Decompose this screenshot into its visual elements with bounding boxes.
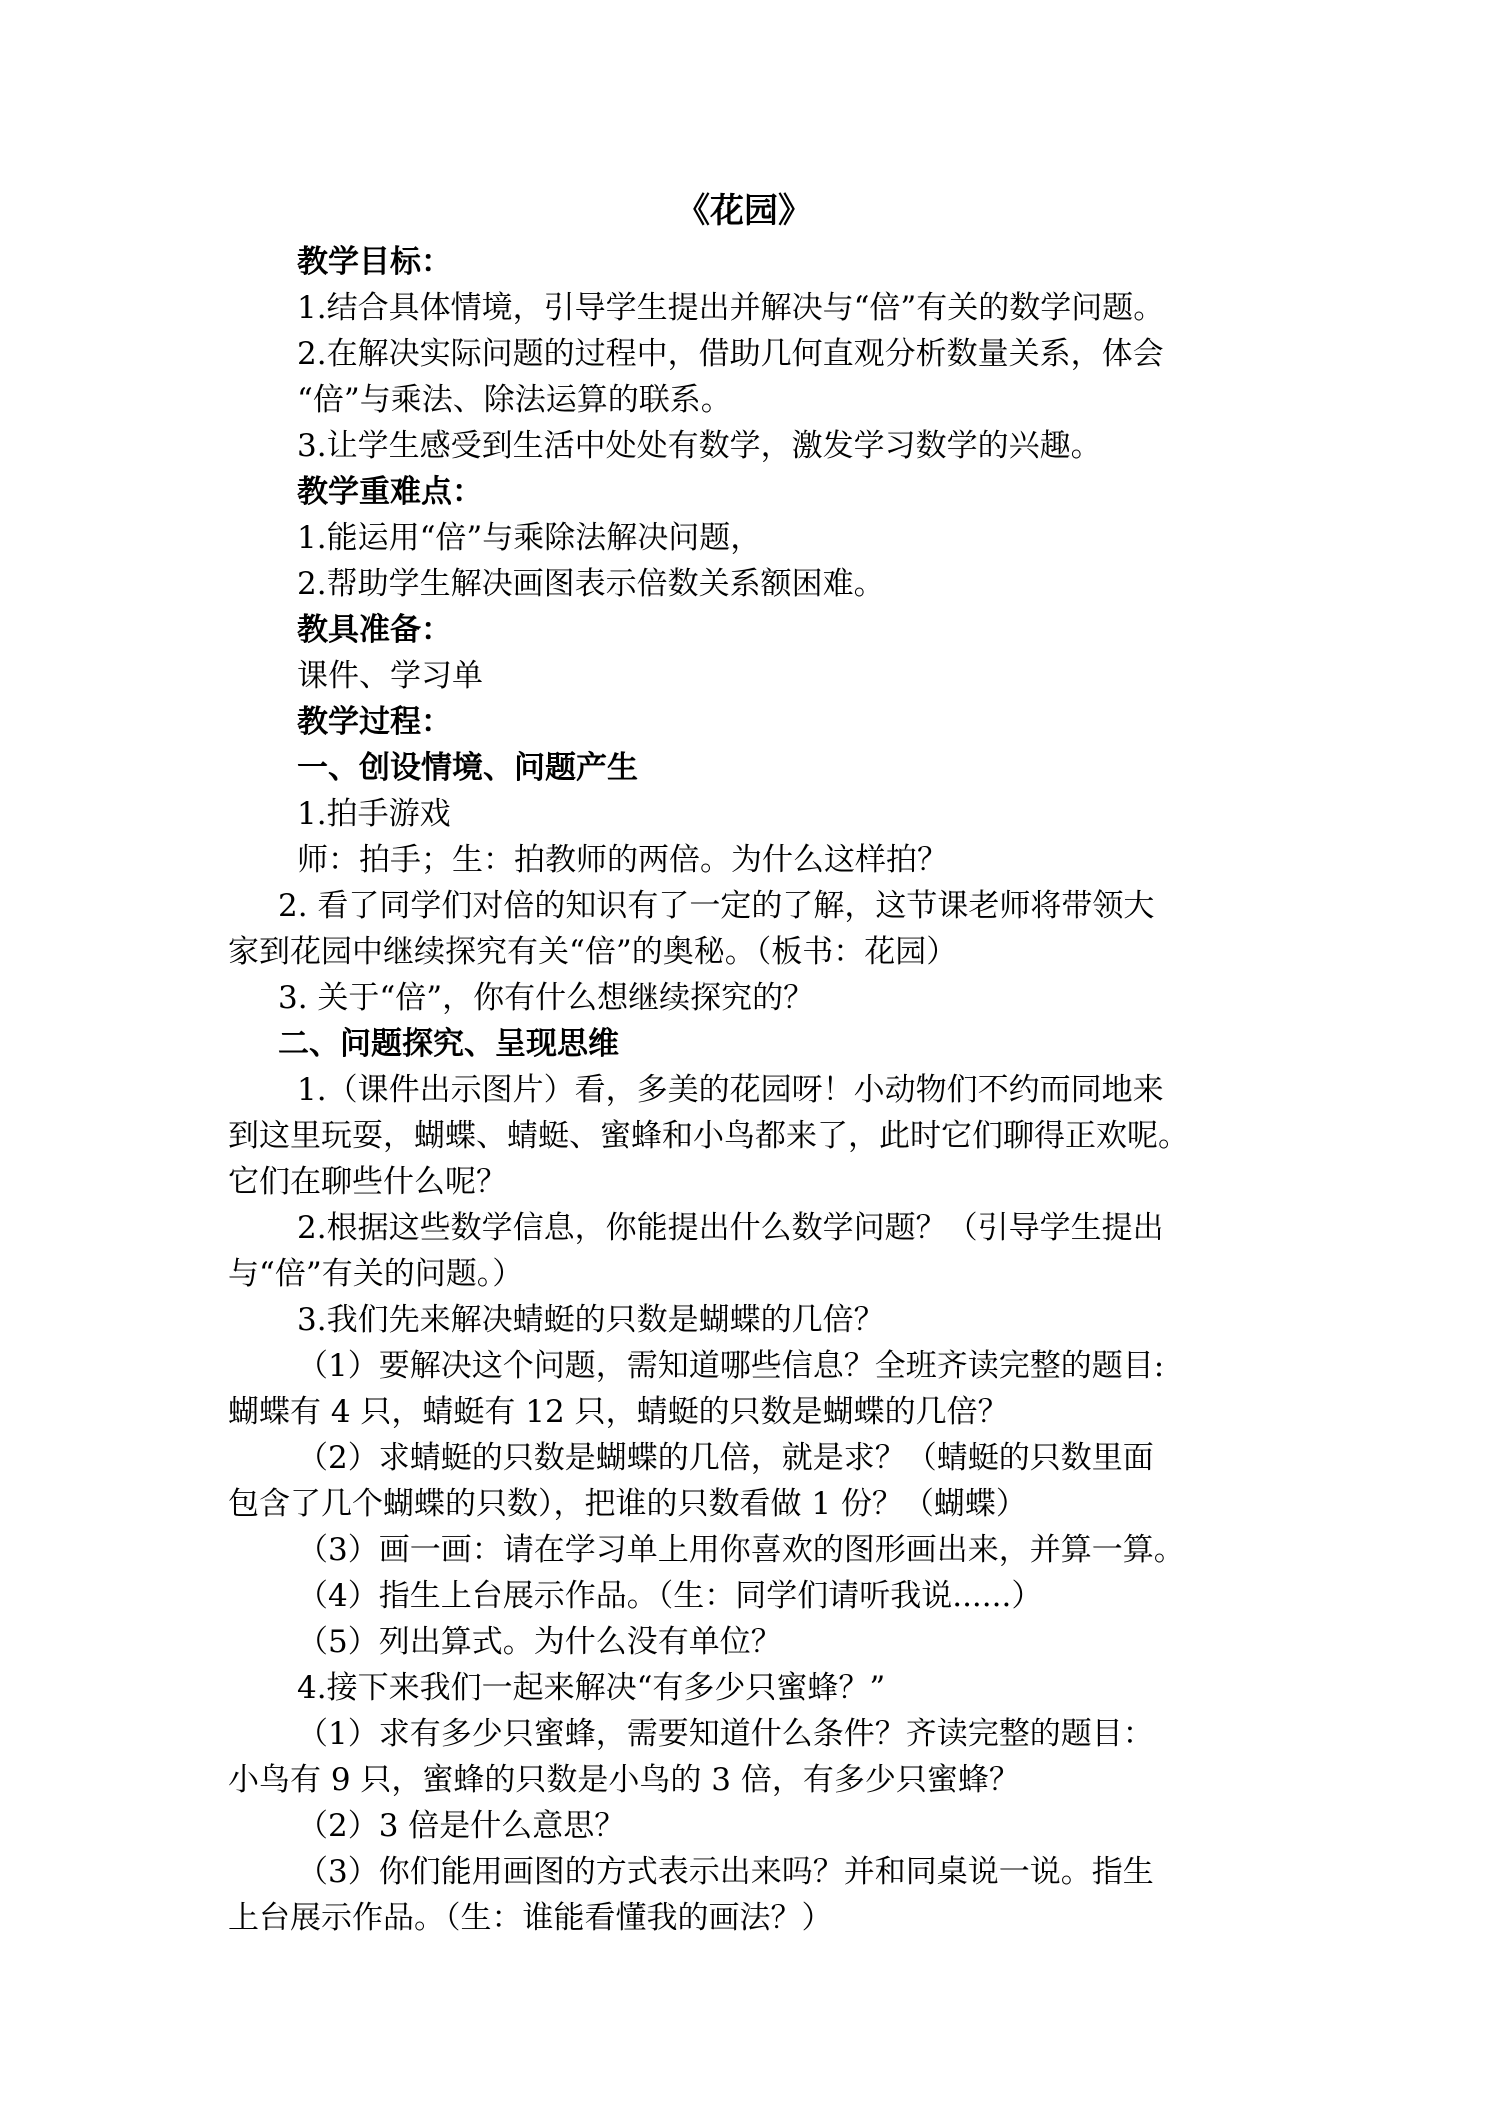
s2-item-3-2-line-2: 包含了几个蝴蝶的只数），把谁的只数看做 1 份？（蝴蝶） xyxy=(228,1486,1027,1522)
s2-item-1-line-3: 它们在聊些什么呢？ xyxy=(228,1164,507,1200)
keypoints-heading: 教学重难点： xyxy=(297,474,483,510)
tools-text: 课件、学习单 xyxy=(297,658,483,694)
s2-item-4-3-line-2: 上台展示作品。（生：谁能看懂我的画法？） xyxy=(228,1900,833,1936)
s1-item-3: 3. 关于“倍”，你有什么想继续探究的？ xyxy=(278,980,815,1016)
s2-item-4-1-line-1: （1）求有多少只蜜蜂，需要知道什么条件？齐读完整的题目： xyxy=(297,1716,1154,1752)
keypoint-1: 1.能运用“倍”与乘除法解决问题， xyxy=(297,520,762,556)
s2-item-3-3: （3）画一画：请在学习单上用你喜欢的图形画出来，并算一算。 xyxy=(297,1532,1185,1568)
s2-item-3: 3.我们先来解决蜻蜓的只数是蝴蝶的几倍？ xyxy=(297,1302,885,1338)
objective-2-line-1: 2.在解决实际问题的过程中，借助几何直观分析数量关系，体会 xyxy=(297,336,1164,372)
s2-item-4-1-line-2: 小鸟有 9 只，蜜蜂的只数是小鸟的 3 倍，有多少只蜜蜂？ xyxy=(228,1762,1020,1798)
objective-2-line-2: “倍”与乘法、除法运算的联系。 xyxy=(297,382,732,418)
objectives-heading: 教学目标： xyxy=(297,244,452,280)
s1-item-1-detail: 师：拍手；生：拍教师的两倍。为什么这样拍？ xyxy=(297,842,948,878)
s2-item-3-1-line-1: （1）要解决这个问题，需知道哪些信息？全班齐读完整的题目: xyxy=(297,1348,1165,1384)
s1-item-1: 1.拍手游戏 xyxy=(297,796,451,832)
tools-heading: 教具准备： xyxy=(297,612,452,648)
s1-item-2-line-2: 家到花园中继续探究有关“倍”的奥秘。（板书：花园） xyxy=(228,934,958,970)
s2-item-1-line-2: 到这里玩耍，蝴蝶、蜻蜓、蜜蜂和小鸟都来了，此时它们聊得正欢呢。 xyxy=(228,1118,1189,1154)
s2-item-4-2: （2）3 倍是什么意思？ xyxy=(297,1808,626,1844)
s2-item-4-3-line-1: （3）你们能用画图的方式表示出来吗？并和同桌说一说。指生 xyxy=(297,1854,1154,1890)
section-1-heading: 一、创设情境、问题产生 xyxy=(297,750,638,786)
s2-item-1-line-1: 1.（课件出示图片）看，多美的花园呀！小动物们不约而同地来 xyxy=(297,1072,1164,1108)
s1-item-2-line-1: 2. 看了同学们对倍的知识有了一定的了解，这节课老师将带领大 xyxy=(278,888,1155,924)
s2-item-3-5: （5）列出算式。为什么没有单位？ xyxy=(297,1624,782,1660)
s2-item-4: 4.接下来我们一起来解决“有多少只蜜蜂？” xyxy=(297,1670,886,1706)
s2-item-2-line-2: 与“倍”有关的问题。） xyxy=(228,1256,524,1292)
keypoint-2: 2.帮助学生解决画图表示倍数关系额困难。 xyxy=(297,566,885,602)
document-title: 《花园》 xyxy=(676,191,812,231)
s2-item-3-4: （4）指生上台展示作品。（生：同学们请听我说......） xyxy=(297,1578,1043,1614)
section-2-heading: 二、问题探究、呈现思维 xyxy=(278,1026,619,1062)
objective-1: 1.结合具体情境，引导学生提出并解决与“倍”有关的数学问题。 xyxy=(297,290,1165,326)
process-heading: 教学过程： xyxy=(297,704,452,740)
objective-3: 3.让学生感受到生活中处处有数学，激发学习数学的兴趣。 xyxy=(297,428,1102,464)
s2-item-3-1-line-2: 蝴蝶有 4 只，蜻蜓有 12 只，蜻蜓的只数是蝴蝶的几倍？ xyxy=(228,1394,1009,1430)
s2-item-2-line-1: 2.根据这些数学信息，你能提出什么数学问题？（引导学生提出 xyxy=(297,1210,1164,1246)
s2-item-3-2-line-1: （2）求蜻蜓的只数是蝴蝶的几倍，就是求？（蜻蜓的只数里面 xyxy=(297,1440,1154,1476)
